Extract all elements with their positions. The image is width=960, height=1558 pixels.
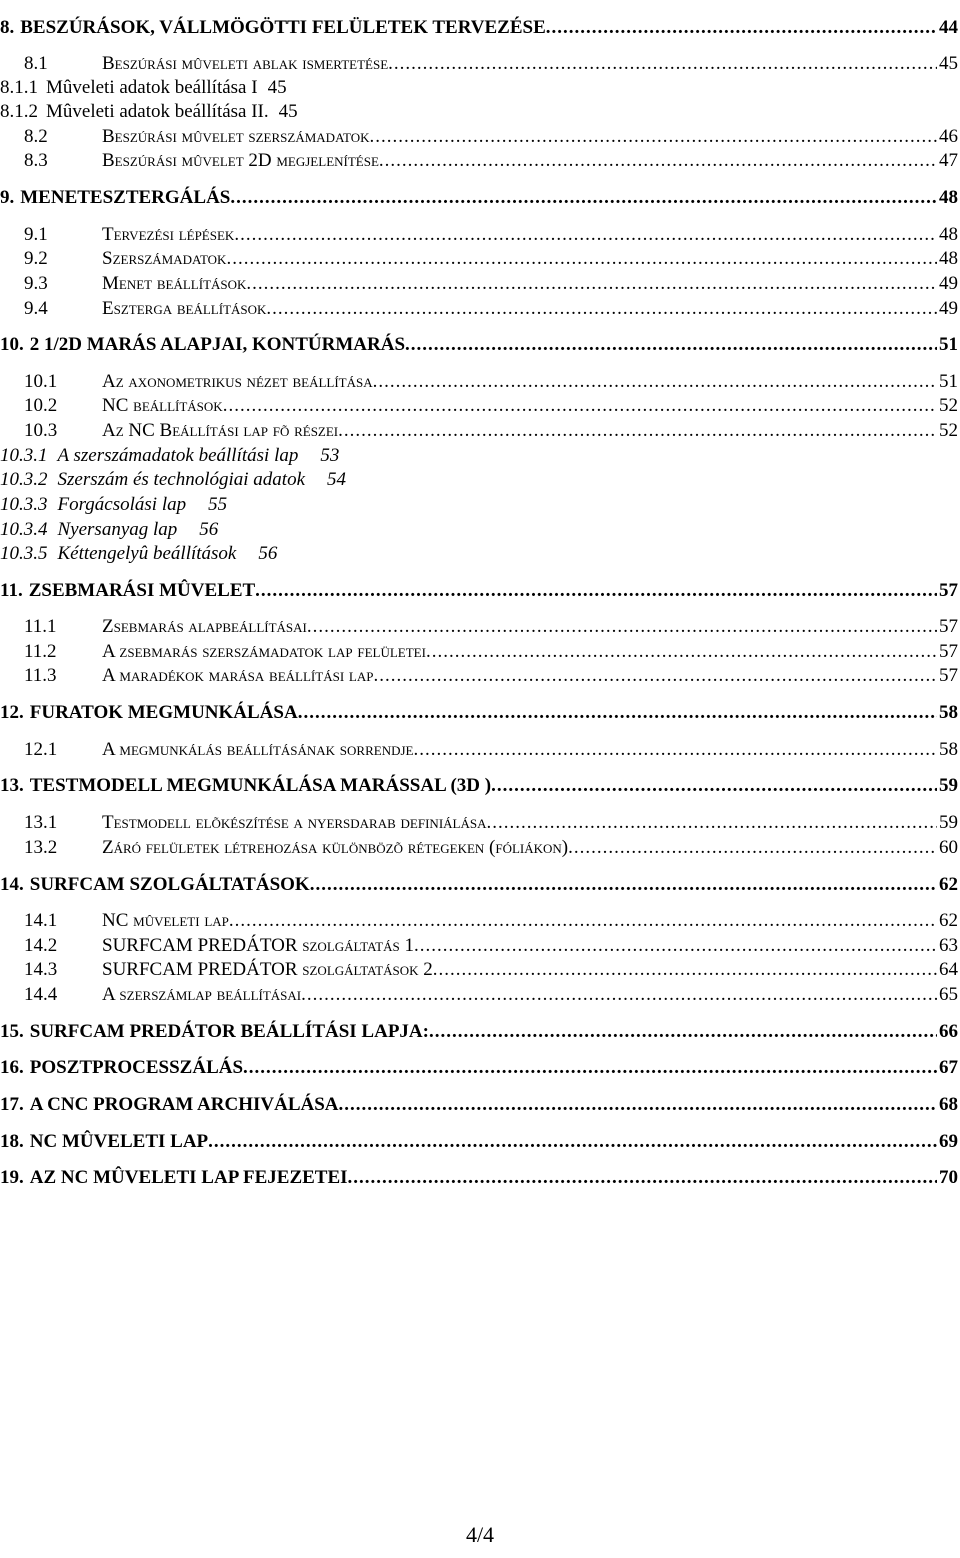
dot-leader	[348, 1166, 937, 1190]
dot-leader	[370, 125, 938, 149]
toc-entry-11-3[interactable]	[0, 664, 958, 688]
toc-entry-title: MENETESZTERGÁLÁS	[20, 187, 231, 208]
toc-entry-number: 12.1	[24, 739, 58, 760]
toc-entry-11-2[interactable]	[0, 640, 958, 664]
toc-entry-page: 65	[939, 984, 958, 1005]
toc-entry-page: 49	[939, 273, 958, 294]
toc-entry-number: 14.3	[24, 959, 58, 980]
toc-entry-number: 18.	[0, 1131, 24, 1152]
toc-entry-page: 67	[939, 1057, 958, 1078]
toc-entry-page: 63	[939, 935, 958, 956]
toc-entry-number: 13.	[0, 775, 24, 796]
toc-entry-title: NC mûveleti lap	[102, 910, 229, 931]
toc-entry-page: 49	[939, 298, 958, 319]
toc-entry-page: 59	[939, 812, 958, 833]
toc-entry-page: 44	[939, 17, 958, 38]
toc-entry-number: 14.2	[24, 935, 58, 956]
toc-entry-page: 58	[939, 739, 958, 760]
toc-entry-10-2[interactable]	[0, 394, 958, 418]
toc-entry-page: 57	[939, 641, 958, 662]
dot-leader	[226, 247, 937, 271]
toc-entry-page: 57	[939, 665, 958, 686]
toc-entry-title: Zsebmarás alapbeállításai	[102, 616, 307, 637]
toc-entry-number: 14.	[0, 874, 24, 895]
toc-entry-8[interactable]	[0, 16, 958, 40]
toc-entry-page: 45	[939, 53, 958, 74]
toc-entry-number: 8.1	[24, 53, 48, 74]
page-number: 4/4	[465, 1522, 495, 1547]
dot-leader	[486, 811, 937, 835]
toc-entry-9-1[interactable]	[0, 223, 958, 247]
toc-entry-page: 48	[939, 248, 958, 269]
toc-entry-14-2[interactable]	[0, 934, 958, 958]
toc-entry-page: 48	[939, 187, 958, 208]
toc-entry-10-1[interactable]	[0, 370, 958, 394]
toc-entry-page: 51	[939, 334, 958, 355]
dot-leader	[373, 370, 937, 394]
toc-entry-number: 15.	[0, 1021, 24, 1042]
toc-entry-8-3[interactable]	[0, 149, 958, 173]
dot-leader	[373, 664, 937, 688]
toc-entry-page: 46	[939, 126, 958, 147]
toc-entry-title: NC beállítások	[102, 395, 223, 416]
dot-leader	[339, 1093, 937, 1117]
toc-entry-13-1[interactable]	[0, 811, 958, 835]
toc-entry-number: 10.1	[24, 371, 58, 392]
toc-entry-8-1-2[interactable]	[0, 100, 958, 124]
toc-entry-title: SURFCAM PREDÁTOR BEÁLLÍTÁSI LAPJA:	[29, 1021, 429, 1042]
toc-entry-18[interactable]	[0, 1130, 958, 1154]
toc-entry-number: 13.1	[24, 812, 58, 833]
toc-entry-number: 9.3	[24, 273, 48, 294]
toc-entry-10-3-2[interactable]	[0, 468, 958, 492]
toc-entry-8-1-1[interactable]	[0, 76, 958, 100]
toc-entry-17[interactable]	[0, 1093, 958, 1117]
dot-leader	[405, 333, 937, 357]
toc-entry-page: 45	[278, 101, 298, 122]
toc-entry-title: Beszúrási mûvelet 2D megjelenítése	[102, 150, 379, 171]
toc-entry-page: 52	[939, 395, 958, 416]
toc-entry-11[interactable]	[0, 579, 958, 603]
toc-entry-13[interactable]	[0, 774, 958, 798]
toc-entry-page: 60	[939, 837, 958, 858]
toc-entry-title: FURATOK MEGMUNKÁLÁSA	[29, 702, 298, 723]
toc-entry-page: 54	[327, 469, 347, 490]
dot-leader	[223, 394, 937, 418]
toc-entry-14-4[interactable]	[0, 983, 958, 1007]
toc-entry-title: 2 1/2D MARÁS ALAPJAI, KONTÚRMARÁS	[29, 334, 406, 355]
toc-entry-number: 10.3.2	[0, 469, 48, 490]
toc-entry-page: 69	[939, 1131, 958, 1152]
toc-entry-9-2[interactable]	[0, 247, 958, 271]
toc-entry-number: 10.3.3	[0, 494, 48, 515]
toc-entry-title: POSZTPROCESSZÁLÁS	[29, 1057, 244, 1078]
toc-entry-number: 9.2	[24, 248, 48, 269]
dot-leader	[243, 1056, 937, 1080]
toc-entry-number: 9.4	[24, 298, 48, 319]
dot-leader	[301, 983, 937, 1007]
toc-entry-number: 10.3.4	[0, 519, 48, 540]
toc-entry-number: 8.3	[24, 150, 48, 171]
toc-entry-number: 16.	[0, 1057, 24, 1078]
dot-leader	[255, 579, 937, 603]
toc-entry-number: 13.2	[24, 837, 58, 858]
toc-entry-8-1[interactable]	[0, 52, 958, 76]
toc-entry-title: Testmodell elõkészítése a nyersdarab definiálása	[102, 812, 487, 833]
toc-entry-title: BESZÚRÁSOK, VÁLLMÖGÖTTI FELÜLETEK TERVEZÉSE	[20, 17, 546, 38]
toc-entry-title: SURFCAM PREDÁTOR szolgáltatások 2	[102, 959, 433, 980]
toc-entry-number: 14.4	[24, 984, 58, 1005]
toc-entry-page: 59	[939, 775, 958, 796]
toc-entry-page: 55	[208, 494, 228, 515]
toc-entry-title: Az axonometrikus nézet beállítása	[102, 371, 373, 392]
toc-entry-number: 12.	[0, 702, 24, 723]
toc-entry-page: 45	[267, 77, 287, 98]
toc-entry-number: 11.2	[24, 641, 57, 662]
dot-leader	[379, 149, 937, 173]
toc-entry-11-1[interactable]	[0, 615, 958, 639]
toc-entry-title: Beszúrási mûveleti ablak ismertetése	[102, 53, 389, 74]
toc-entry-16[interactable]	[0, 1056, 958, 1080]
toc-entry-number: 10.	[0, 334, 24, 355]
dot-leader	[568, 836, 937, 860]
toc-entry-title: Forgácsolási lap	[57, 494, 187, 515]
toc-entry-number: 10.3	[24, 420, 58, 441]
toc-entry-title: A maradékok marása beállítási lap	[102, 665, 374, 686]
toc-entry-number: 11.1	[24, 616, 57, 637]
toc-entry-title: SURFCAM PREDÁTOR szolgáltatás 1	[102, 935, 414, 956]
toc-entry-10-3-3[interactable]	[0, 493, 958, 517]
toc-entry-title: TESTMODELL MEGMUNKÁLÁSA MARÁSSAL (3D )	[29, 775, 492, 796]
toc-entry-9-3[interactable]	[0, 272, 958, 296]
toc-entry-page: 53	[320, 445, 340, 466]
dot-leader	[433, 958, 937, 982]
toc-entry-title: Záró felületek létrehozása különbözõ rétegeken (fóliákon)	[102, 837, 569, 858]
toc-entry-12[interactable]	[0, 701, 958, 725]
toc-entry-page: 57	[939, 580, 958, 601]
toc-entry-page: 66	[939, 1021, 958, 1042]
toc-entry-title: Tervezési lépések	[102, 224, 235, 245]
toc-entry-number: 17.	[0, 1094, 24, 1115]
dot-leader	[208, 1130, 937, 1154]
toc-entry-number: 8.	[0, 17, 15, 38]
dot-leader	[234, 223, 937, 247]
toc-entry-title: SURFCAM SZOLGÁLTATÁSOK	[29, 874, 310, 895]
toc-entry-number: 14.1	[24, 910, 58, 931]
toc-entry-title: Eszterga beállítások	[102, 298, 267, 319]
toc-entry-page: 52	[939, 420, 958, 441]
dot-leader	[246, 272, 937, 296]
toc-entry-13-2[interactable]	[0, 836, 958, 860]
dot-leader	[307, 615, 937, 639]
toc-entry-title: NC MÛVELETI LAP	[29, 1131, 209, 1152]
dot-leader	[229, 909, 937, 933]
toc-entry-title: Mûveleti adatok beállítása II.	[46, 101, 269, 122]
toc-entry-15[interactable]	[0, 1020, 958, 1044]
toc-entry-page: 62	[939, 910, 958, 931]
toc-entry-title: Nyersanyag lap	[57, 519, 178, 540]
toc-entry-page: 62	[939, 874, 958, 895]
toc-entry-title: A szerszámlap beállításai	[102, 984, 302, 1005]
dot-leader	[426, 640, 937, 664]
toc-entry-title: A CNC PROGRAM ARCHIVÁLÁSA	[29, 1094, 339, 1115]
toc-entry-title: A zsebmarás szerszámadatok lap felületei	[102, 641, 426, 662]
toc-entry-number: 10.3.1	[0, 445, 48, 466]
toc-entry-page: 56	[199, 519, 219, 540]
toc-entry-page: 58	[939, 702, 958, 723]
toc-entry-14[interactable]	[0, 873, 958, 897]
toc-entry-page: 70	[939, 1167, 958, 1188]
toc-entry-page: 51	[939, 371, 958, 392]
dot-leader	[546, 16, 937, 40]
toc-entry-page: 56	[258, 543, 278, 564]
toc-entry-title: Beszúrási mûvelet szerszámadatok	[102, 126, 370, 147]
toc-entry-title: Mûveleti adatok beállítása I	[46, 77, 258, 98]
toc-entry-number: 19.	[0, 1167, 24, 1188]
toc-entry-8-2[interactable]	[0, 125, 958, 149]
toc-entry-title: Szerszámadatok	[102, 248, 227, 269]
toc-entry-9-4[interactable]	[0, 297, 958, 321]
toc-entry-page: 64	[939, 959, 958, 980]
toc-entry-title: A szerszámadatok beállítási lap	[57, 445, 299, 466]
toc-entry-title: AZ NC MÛVELETI LAP FEJEZETEI	[29, 1167, 348, 1188]
toc-entry-title: Az NC Beállítási lap fõ részei	[102, 420, 339, 441]
toc-entry-title: ZSEBMARÁSI MÛVELET	[28, 580, 256, 601]
toc-entry-page: 57	[939, 616, 958, 637]
dot-leader	[388, 52, 937, 76]
dot-leader	[491, 774, 937, 798]
dot-leader	[429, 1020, 937, 1044]
toc-entry-title: Kéttengelyû beállítások	[57, 543, 237, 564]
toc-entry-number: 8.1.2	[0, 101, 38, 122]
toc-entry-19[interactable]	[0, 1166, 958, 1190]
toc-entry-number: 9.1	[24, 224, 48, 245]
toc-entry-number: 8.2	[24, 126, 48, 147]
page-footer	[0, 1522, 960, 1548]
dot-leader	[414, 934, 937, 958]
toc-entry-page: 48	[939, 224, 958, 245]
toc-entry-10-3-1[interactable]	[0, 444, 958, 468]
dot-leader	[298, 701, 937, 725]
toc-entry-14-3[interactable]	[0, 958, 958, 982]
toc-entry-number: 11.3	[24, 665, 57, 686]
toc-entry-10[interactable]	[0, 333, 958, 357]
toc-entry-title: Szerszám és technológiai adatok	[57, 469, 306, 490]
toc-entry-14-1[interactable]	[0, 909, 958, 933]
toc-entry-number: 10.2	[24, 395, 58, 416]
toc-entry-10-3[interactable]	[0, 419, 958, 443]
toc-entry-10-3-4[interactable]	[0, 518, 958, 542]
toc-entry-page: 68	[939, 1094, 958, 1115]
dot-leader	[413, 738, 937, 762]
dot-leader	[338, 419, 937, 443]
toc-entry-number: 11.	[0, 580, 23, 601]
toc-entry-page: 47	[939, 150, 958, 171]
dot-leader	[310, 873, 937, 897]
dot-leader	[230, 186, 937, 210]
toc-entry-12-1[interactable]	[0, 738, 958, 762]
dot-leader	[266, 297, 937, 321]
toc-entry-number: 9.	[0, 187, 15, 208]
toc-entry-number: 8.1.1	[0, 77, 38, 98]
toc-entry-title: A megmunkálás beállításának sorrendje	[102, 739, 414, 760]
toc-entry-number: 10.3.5	[0, 543, 48, 564]
toc-entry-9[interactable]	[0, 186, 958, 210]
toc-entry-title: Menet beállítások	[102, 273, 247, 294]
toc-entry-10-3-5[interactable]	[0, 542, 958, 566]
